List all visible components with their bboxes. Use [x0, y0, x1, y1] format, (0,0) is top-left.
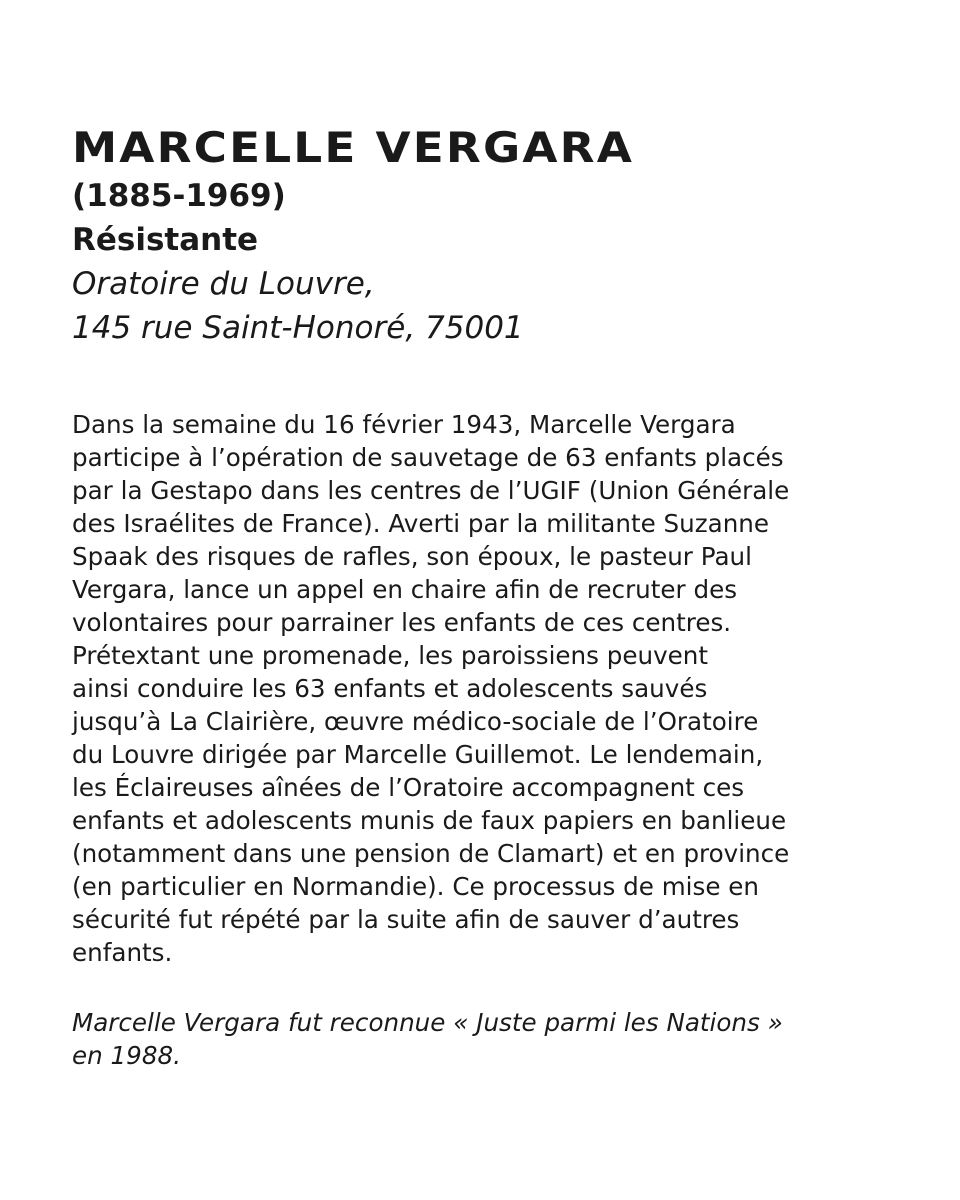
- body-line: Dans la semaine du 16 février 1943, Marcelle Vergara: [72, 410, 736, 439]
- body-line: Spaak des risques de rafles, son époux, le pasteur Paul: [72, 542, 752, 571]
- life-dates: (1885-1969): [72, 178, 286, 214]
- recognition-note: [72, 1006, 902, 1072]
- body-line: ainsi conduire les 63 enfants et adolescents sauvés: [72, 674, 708, 703]
- header-block: [72, 122, 892, 350]
- body-line: les Éclaireuses aînées de l’Oratoire accompagnent ces: [72, 773, 745, 802]
- address-line-1: Oratoire du Louvre,: [72, 266, 375, 302]
- person-role: Résistante: [72, 222, 259, 258]
- body-line: (en particulier en Normandie). Ce processus de mise en: [72, 872, 759, 901]
- person-name: MARCELLE VERGARA: [72, 123, 634, 172]
- body-line: volontaires pour parrainer les enfants de ces centres.: [72, 608, 732, 637]
- body-line: (notamment dans une pension de Clamart) et en province: [72, 839, 790, 868]
- body-line: Vergara, lance un appel en chaire afin de recruter des: [72, 575, 738, 604]
- address-line-2: 145 rue Saint-Honoré, 75001: [72, 310, 524, 346]
- body-line: sécurité fut répété par la suite afin de sauver d’autres: [72, 905, 740, 934]
- body-line: du Louvre dirigée par Marcelle Guillemot. Le lendemain,: [72, 740, 764, 769]
- note-line: Marcelle Vergara fut reconnue « Juste parmi les Nations »: [72, 1008, 783, 1037]
- body-line: jusqu’à La Clairière, œuvre médico-sociale de l’Oratoire: [72, 707, 759, 736]
- body-line: par la Gestapo dans les centres de l’UGIF (Union Générale: [72, 476, 790, 505]
- body-line: participe à l’opération de sauvetage de 63 enfants placés: [72, 443, 784, 472]
- body-line: enfants et adolescents munis de faux papiers en banlieue: [72, 806, 787, 835]
- body-line: Prétextant une promenade, les paroissiens peuvent: [72, 641, 709, 670]
- note-line: en 1988.: [72, 1041, 181, 1070]
- body-line: des Israélites de France). Averti par la militante Suzanne: [72, 509, 770, 538]
- biography-text: [72, 408, 902, 969]
- body-line: enfants.: [72, 938, 173, 967]
